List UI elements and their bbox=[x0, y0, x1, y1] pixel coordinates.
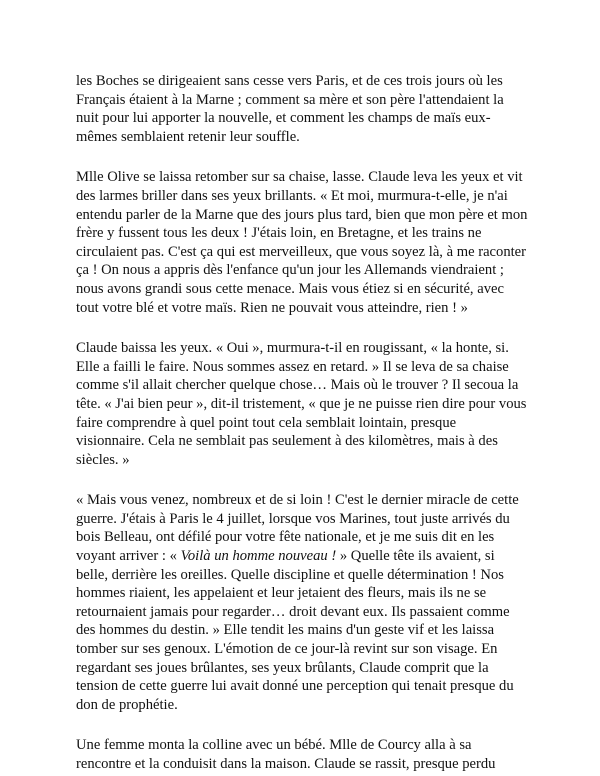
paragraph-4-text-start: « Mais vous venez, nombreux et de si loin ! C'est le dernier miracle de cette guerre. J'étais à Paris le 4 juillet, lorsque vos Marines, tout juste arrivés du bois Belleau, ont défilé pour votre fête nationale, et je me suis dit en les voyant arriver : « bbox=[76, 492, 519, 565]
paragraph-1: les Boches se dirigeaient sans cesse vers Paris, et de ces trois jours où les Français étaient à la Marne ; comment sa mère et son père l'attendaient la nuit pour lui apporter la nouvelle, et comment les champs de maïs eux-mêmes semblaient retenir leur souffle. bbox=[76, 73, 504, 145]
paragraph-4 bbox=[76, 491, 528, 714]
paragraph-4-text-end: » Quelle tête ils avaient, si belle, derrière les oreilles. Quelle discipline et quelle détermination ! Nos hommes riaient, les appelaient et leur jetaient des fleurs, mais ils ne se retournaient jamais pour regarder… droit devant eux. Ils passaient comme des hommes du destin. » Elle tendit les mains d'un geste vif et les laissa tomber sur ses genoux. L'émotion de ce jour-là revint sur son visage. En regardant ses joues brûlantes, ses yeux brûlants, Claude comprit que la tension de cette guerre lui avait donné une perception qui tenait presque du don de prophétie. bbox=[76, 548, 514, 713]
paragraph-2: Mlle Olive se laissa retomber sur sa chaise, lasse. Claude leva les yeux et vit des larmes briller dans ses yeux brillants. « Et moi, murmura-t-elle, je n'ai entendu parler de la Marne que des jours plus tard, bien que mon père et mon frère y fussent tous les deux ! J'étais loin, en Bretagne, et les trains ne circulaient pas. C'est ça qui est merveilleux, que vous soyez là, à me raconter ça ! On nous a appris dès l'enfance qu'un jour les Allemands viendraient ; nous avons grandi sous cette menace. Mais vous étiez si en sécurité, avec tout votre blé et votre maïs. Rien ne pouvait vous atteindre, rien ! » bbox=[76, 169, 528, 316]
document-page bbox=[76, 72, 528, 774]
paragraph-4-italic-quote: Voilà un homme nouveau ! bbox=[180, 548, 337, 565]
paragraph-5: Une femme monta la colline avec un bébé. Mlle de Courcy alla à sa rencontre et la conduisit dans la maison. Claude se rassit, presque perdu bbox=[76, 737, 496, 772]
paragraph-3: Claude baissa les yeux. « Oui », murmura-t-il en rougissant, « la honte, si. Elle a failli le faire. Nous sommes assez en retard. » Il se leva de sa chaise comme s'il allait chercher quelque chose… Mais où le trouver ? Il secoua la tête. « J'ai bien peur », dit-il tristement, « que je ne puisse rien dire pour vous faire comprendre à quel point tout cela semblait lointain, presque visionnaire. Cela ne semblait pas seulement à des kilomètres, mais à des siècles. » bbox=[76, 340, 527, 468]
